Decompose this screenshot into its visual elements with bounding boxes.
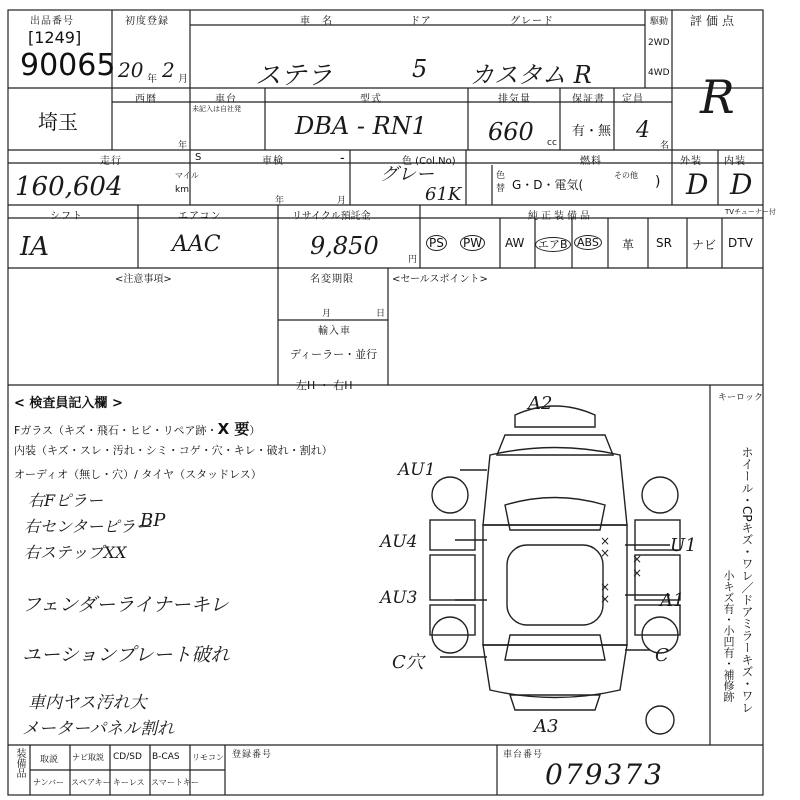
region: 埼玉 xyxy=(38,110,78,134)
drive-2wd: 2WD xyxy=(648,38,670,48)
displacement: 660 xyxy=(488,118,534,146)
door-label: ドア xyxy=(410,16,432,27)
mark-a1: A1 xyxy=(660,590,685,611)
svg-text:×: × xyxy=(600,546,611,560)
exterior-score: D xyxy=(686,168,709,201)
footer-item-spare-key: スペアキー xyxy=(71,778,111,787)
model: DBA - RN1 xyxy=(295,112,427,140)
mileage-label: 走行 xyxy=(100,156,122,167)
footer-item-keyless: キーレス xyxy=(113,778,145,787)
exterior-label: 外装 xyxy=(680,156,702,167)
mark-c: C xyxy=(655,645,669,666)
svg-text:×: × xyxy=(632,566,643,580)
note-6: 車内ヤス汚れ大 xyxy=(28,693,147,713)
mark-au1: AU1 xyxy=(398,460,436,480)
first-reg-month: 2 xyxy=(162,58,175,82)
chassis-note: 未記入は自社発 xyxy=(192,105,241,113)
score-label: 評価点 xyxy=(690,14,739,28)
first-reg-year: 20 xyxy=(118,58,144,82)
tuner-label: TVチューナー付 xyxy=(725,208,776,216)
western-label: 西暦 xyxy=(135,94,157,105)
ac-label: エアコン xyxy=(178,211,222,222)
equip-sunroof: SR xyxy=(656,236,672,250)
first-reg-year-unit: 年 xyxy=(147,74,157,85)
svg-text:×: × xyxy=(600,592,611,606)
equip-dtv: DTV xyxy=(728,236,753,250)
equip-navi: ナビ xyxy=(692,238,717,252)
year-label: 年 xyxy=(178,141,189,151)
inspector-title: < 検査員記入欄 > xyxy=(14,396,123,411)
color-change-label: 色替 xyxy=(496,171,506,194)
footer-item-bcas: B-CAS xyxy=(152,752,180,762)
note-2b: BP xyxy=(140,510,166,531)
mileage: 160,604 xyxy=(15,172,123,202)
glass-line: Fガラス（キズ・飛石・ヒビ・リペア跡・X 要） xyxy=(14,420,261,438)
fuel-options: G・D・電気( xyxy=(512,178,584,192)
equip-ps: PS xyxy=(426,236,447,250)
name-change-month: 月 xyxy=(322,309,333,319)
car-diagram xyxy=(395,395,715,740)
lot-sub: [1249] xyxy=(28,28,82,47)
sales-label: <セールスポイント> xyxy=(392,274,488,285)
score-value: R xyxy=(700,70,735,124)
mark-au4: AU4 xyxy=(380,532,418,552)
yen-unit: 円 xyxy=(408,255,418,265)
note-5: ユーションプレート破れ xyxy=(22,644,230,666)
equip-abs: ABS xyxy=(574,236,602,249)
name-change-label: 名変期限 xyxy=(310,274,354,285)
mark-au3: AU3 xyxy=(380,588,418,608)
capacity-label: 定員 xyxy=(622,94,644,105)
inspection-month-unit: 月 xyxy=(337,196,348,206)
note-4: フェンダーライナーキレ xyxy=(22,594,229,616)
note-1: 右Fピラー xyxy=(28,491,104,510)
footer-equipment-label: 装備品 xyxy=(14,748,25,778)
color: グレー xyxy=(380,164,434,185)
equip-aw: AW xyxy=(505,236,525,250)
fuel-other: その他 xyxy=(614,171,638,180)
cc-unit: cc xyxy=(547,138,557,148)
equip-leather: 革 xyxy=(622,238,635,252)
ac: AAC xyxy=(172,232,221,257)
footer-chassis-label: 車台番号 xyxy=(503,750,544,760)
drive-label: 駆動 xyxy=(650,17,669,27)
inspection-dash: - xyxy=(340,150,345,166)
warranty: 有・無 xyxy=(572,124,612,139)
note-3: 右ステップXX xyxy=(24,543,127,562)
shift: IA xyxy=(20,232,50,262)
first-reg-month-unit: 月 xyxy=(178,74,188,85)
shift-label: シフト xyxy=(50,211,83,222)
svg-text:×: × xyxy=(600,534,611,548)
note-7: メーターパネル割れ xyxy=(22,719,175,739)
footer-item-manual: 取説 xyxy=(40,755,59,765)
fuel-close: ) xyxy=(655,174,661,190)
fuel-label: 燃料 xyxy=(580,156,602,167)
equip-airbag: エアB xyxy=(535,236,571,252)
svg-text:×: × xyxy=(600,580,611,594)
import-label: 輸入車 xyxy=(318,326,351,337)
name-change-day: 日 xyxy=(376,309,387,319)
color-label: 色 (Col.No) xyxy=(402,156,456,167)
doors: 5 xyxy=(412,55,428,83)
equip-pw: PW xyxy=(460,236,485,250)
chassis-number: 079373 xyxy=(545,758,664,791)
lot-label: 出品番号 xyxy=(30,16,74,27)
warranty-label: 保証書 xyxy=(572,94,605,105)
footer-item-cdsd: CD/SD xyxy=(113,752,142,762)
drive-4wd: 4WD xyxy=(648,68,670,78)
footer-item-navi-manual: ナビ取説 xyxy=(72,753,104,762)
first-reg-label: 初度登録 xyxy=(125,16,169,27)
footer-item-plate: ナンバー xyxy=(33,778,65,787)
dealer-parallel: ディーラー・並行 xyxy=(290,348,378,361)
note-2: 右センターピラー xyxy=(24,517,152,536)
person-unit: 名 xyxy=(660,141,670,151)
vertical-note: ホイール・CPキズ・ワレ／ドアミラーキズ・ワレ xyxy=(740,446,754,714)
inspection-label: 車検 xyxy=(262,156,284,167)
equipment-label: 純正装備品 xyxy=(528,211,593,222)
mark-c-hole: C穴 xyxy=(392,652,424,673)
mark-a2: A2 xyxy=(528,393,553,414)
svg-text:×: × xyxy=(632,552,643,566)
displacement-label: 排気量 xyxy=(498,94,531,105)
km-unit: km xyxy=(175,185,189,195)
color-code: 61K xyxy=(425,184,462,205)
lot-number: 90065 xyxy=(20,48,116,83)
s-label: S xyxy=(195,152,203,163)
footer-reg-label: 登録番号 xyxy=(232,750,273,760)
mark-u1: U1 xyxy=(670,535,697,556)
interior-label: 内装 xyxy=(724,156,746,167)
recycle: 9,850 xyxy=(310,232,379,260)
vertical-note-2: 小キズ有・小凹有・補修跡 xyxy=(722,570,735,702)
interior-score: D xyxy=(730,168,753,201)
notes-label: <注意事項> xyxy=(115,274,172,285)
audio-line: オーディオ（無し・穴）/ タイヤ（スタッドレス） xyxy=(14,468,262,481)
model-label: 型式 xyxy=(360,94,382,105)
recycle-label: リサイクル預託金 xyxy=(292,211,371,222)
chassis-label: 車台 xyxy=(215,94,237,105)
grade-label: グレード xyxy=(510,16,554,27)
car-name-label: 車 名 xyxy=(300,16,333,27)
mark-a3: A3 xyxy=(534,716,559,737)
inspection-year-unit: 年 xyxy=(275,196,286,206)
capacity: 4 xyxy=(636,118,650,143)
car-name: ステラ xyxy=(255,61,333,91)
handle-side: 左H ・ 右H xyxy=(296,379,353,392)
keylock-label: キーロック xyxy=(718,393,763,403)
grade: カスタム R xyxy=(470,61,592,89)
footer-item-remote: リモコン xyxy=(192,753,224,762)
footer-item-smart-key: スマートキー xyxy=(151,778,199,787)
mile-unit: マイル xyxy=(175,171,199,180)
interior-line: 内装（キズ・スレ・汚れ・シミ・コゲ・穴・キレ・破れ・割れ） xyxy=(14,444,333,457)
